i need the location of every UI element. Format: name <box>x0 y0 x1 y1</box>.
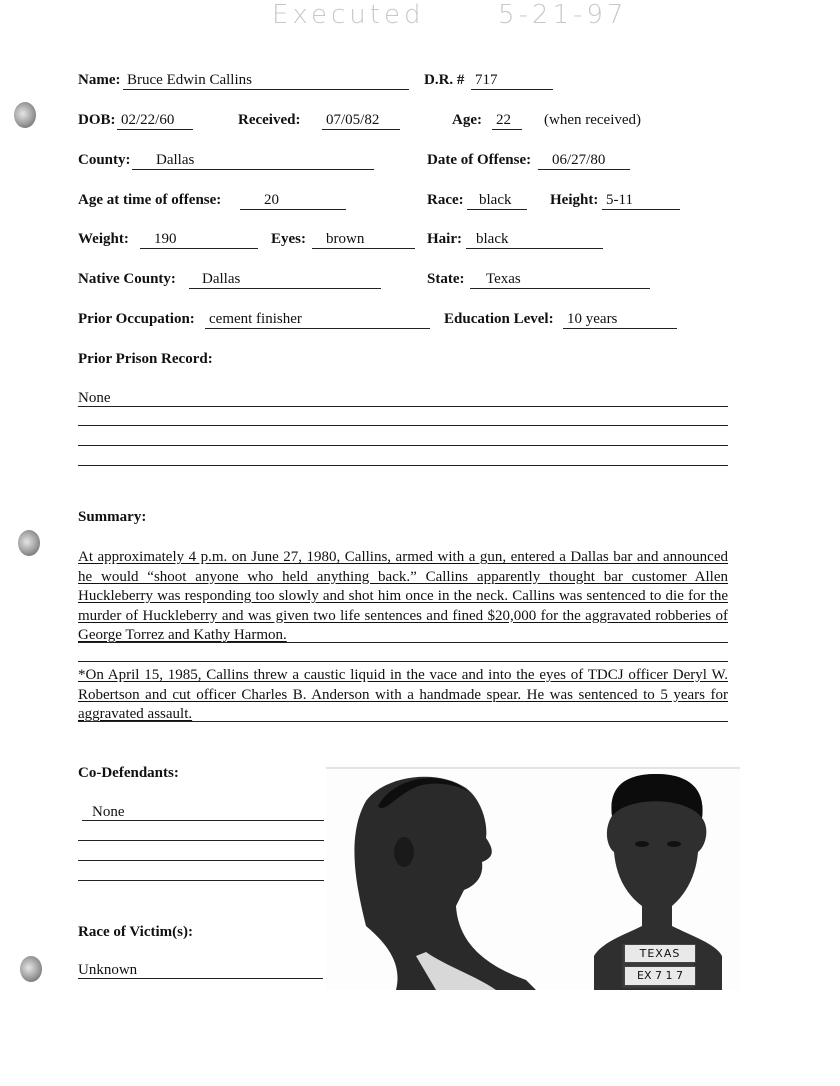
prior-prison-record-value: None <box>78 390 111 406</box>
hair-label: Hair: <box>427 231 462 247</box>
age-label: Age: <box>452 112 482 128</box>
native-county-label: Native County: <box>78 271 176 287</box>
mugshot-photo <box>326 766 740 990</box>
dob-value: 02/22/60 <box>117 112 193 130</box>
native-county-value: Dallas <box>189 271 381 289</box>
record-line-2 <box>78 425 728 426</box>
race-label: Race: <box>427 192 464 208</box>
race-value: black <box>467 192 527 210</box>
race-of-victims-label: Race of Victim(s): <box>78 924 193 940</box>
co-def-line-2 <box>78 840 324 841</box>
summary-line-3 <box>78 721 728 722</box>
record-line-4 <box>78 465 728 466</box>
received-value: 07/05/82 <box>322 112 400 130</box>
co-def-line-1 <box>82 820 324 821</box>
placard-state: TEXAS <box>624 944 696 963</box>
record-line-1 <box>78 406 728 407</box>
eyes-label: Eyes: <box>271 231 306 247</box>
county-label: County: <box>78 152 131 168</box>
name-label: Name: <box>78 72 121 88</box>
date-of-offense-label: Date of Offense: <box>427 152 532 168</box>
state-label: State: <box>427 271 465 287</box>
co-def-line-4 <box>78 880 324 881</box>
date-of-offense-value: 06/27/80 <box>538 152 630 170</box>
age-at-offense-value: 20 <box>240 192 346 210</box>
prior-occupation-value: cement finisher <box>205 311 430 329</box>
summary-line-2 <box>78 661 728 662</box>
education-level-value: 10 years <box>563 311 677 329</box>
handwritten-date: 5-21-97 <box>498 0 628 30</box>
race-of-victims-value: Unknown <box>78 962 138 978</box>
age-note: (when received) <box>544 112 642 128</box>
summary-label: Summary: <box>78 509 147 525</box>
age-value: 22 <box>492 112 522 130</box>
prior-prison-record-label: Prior Prison Record: <box>78 351 213 367</box>
dr-label: D.R. # <box>424 72 465 88</box>
summary-line-1 <box>78 642 728 643</box>
prior-occupation-label: Prior Occupation: <box>78 311 195 327</box>
co-defendants-label: Co-Defendants: <box>78 765 179 781</box>
county-value: Dallas <box>132 152 374 170</box>
education-level-label: Education Level: <box>444 311 554 327</box>
eyes-value: brown <box>312 231 415 249</box>
weight-value: 190 <box>140 231 258 249</box>
placard-number: EX 7 1 7 <box>624 966 696 986</box>
summary-paragraph-1: At approximately 4 p.m. on June 27, 1980, Callins, armed with a gun, entered a Dallas bar and announced he would “shoot anyone who held anything back.” Callins apparently thought bar customer Allen Huckleberry was responding too slowly and shot him once in the neck. Callins was sentenced to die for the murder of Huckleberry and was given two life sentences and fined $20,000 for the aggravated robberies of George Torrez and Kathy Harmon. <box>78 549 728 643</box>
hair-value: black <box>466 231 603 249</box>
height-label: Height: <box>550 192 599 208</box>
received-label: Received: <box>238 112 301 128</box>
summary-paragraph-2: *On April 15, 1985, Callins threw a caustic liquid in the vace and into the eyes of TDCJ officer Deryl W. Robertson and cut officer Charles B. Anderson with a handmade spear. He was sentenced to 5 years for aggravated assault. <box>78 667 728 722</box>
age-at-offense-label: Age at time of offense: <box>78 192 222 208</box>
dob-label: DOB: <box>78 112 116 128</box>
binder-hole-top <box>14 102 36 128</box>
victim-line <box>78 978 323 979</box>
binder-hole-bottom <box>20 956 42 982</box>
dr-value: 717 <box>471 72 553 90</box>
state-value: Texas <box>470 271 650 289</box>
height-value: 5-11 <box>602 192 680 210</box>
record-line-3 <box>78 445 728 446</box>
weight-label: Weight: <box>78 231 129 247</box>
co-defendants-value: None <box>92 804 125 820</box>
handwritten-executed: Executed <box>272 0 425 30</box>
co-def-line-3 <box>78 860 324 861</box>
name-value: Bruce Edwin Callins <box>123 72 409 90</box>
binder-hole-middle <box>18 530 40 556</box>
